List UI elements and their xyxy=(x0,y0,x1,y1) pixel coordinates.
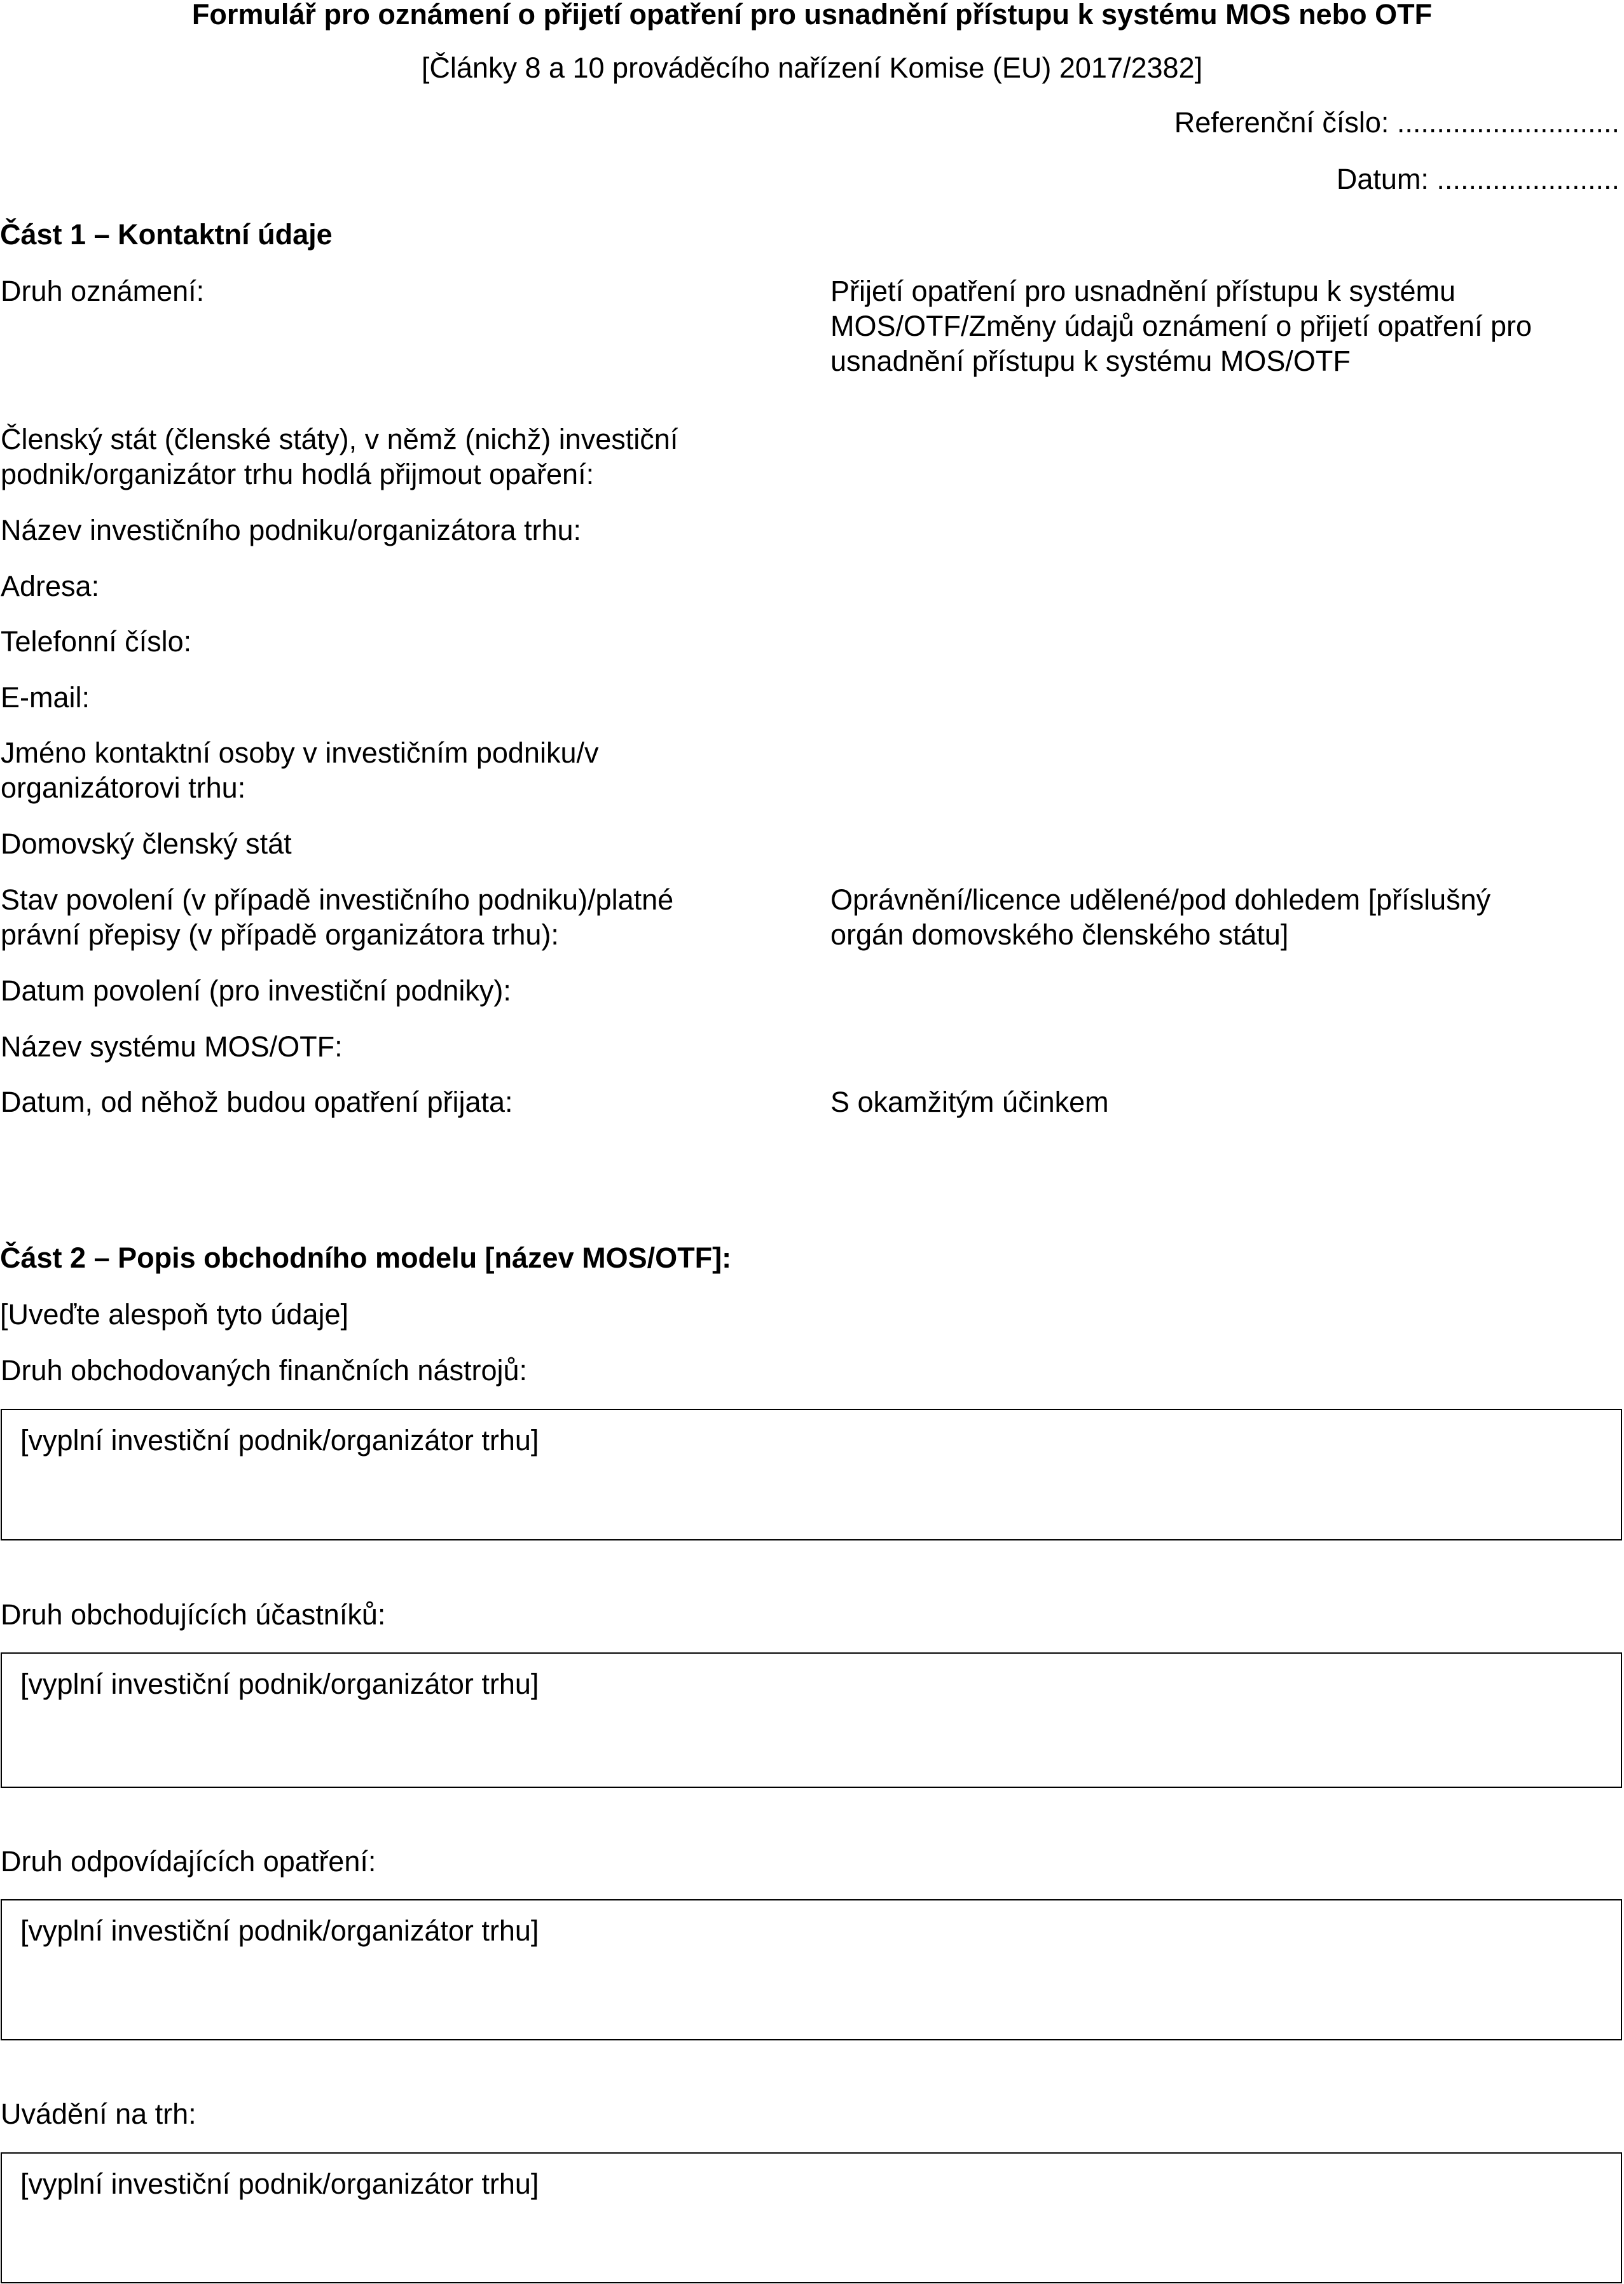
label-firm-name: Název investičního podniku/organizátora trhu: xyxy=(1,514,582,546)
value-notification-type: usnadnění přístupu k systému MOS/OTF xyxy=(830,345,1351,377)
label-mtf-otf-name: Název systému MOS/OTF: xyxy=(1,1030,343,1063)
label-marketing: Uvádění na trh: xyxy=(1,2098,196,2130)
label-email: E-mail: xyxy=(1,681,90,714)
value-authorisation-status: Oprávnění/licence udělené/pod dohledem [příslušný xyxy=(830,883,1491,916)
reference-number: Referenční číslo: ............................ xyxy=(1174,106,1620,139)
label-arrangement-types: Druh odpovídajících opatření: xyxy=(1,1845,376,1878)
label-authorisation-date: Datum povolení (pro investiční podniky): xyxy=(1,974,511,1007)
label-notification-type: Druh oznámení: xyxy=(1,275,205,307)
input-marketing[interactable] xyxy=(1,2152,1622,2283)
label-address: Adresa: xyxy=(1,570,100,602)
value-effective-date: S okamžitým účinkem xyxy=(830,1086,1109,1118)
input-participant-types[interactable] xyxy=(1,1652,1622,1788)
field-placeholder: [vyplní investiční podnik/organizátor trhu] xyxy=(20,1424,539,1457)
label-contact-person: Jméno kontaktní osoby v investičním podniku/v xyxy=(1,737,599,769)
field-placeholder: [vyplní investiční podnik/organizátor trhu] xyxy=(20,1914,539,1947)
input-instrument-types[interactable] xyxy=(1,1409,1622,1540)
value-authorisation-status: orgán domovského členského státu] xyxy=(830,918,1289,951)
date-line: Datum: ....................... xyxy=(1336,163,1620,195)
label-member-states: Členský stát (členské státy), v němž (nichž) investiční xyxy=(1,423,678,455)
part2-instruction: [Uveďte alespoň tyto údaje] xyxy=(0,1298,348,1331)
input-arrangement-types[interactable] xyxy=(1,1899,1622,2040)
form-subtitle: [Články 8 a 10 prováděcího nařízení Komise (EU) 2017/2382] xyxy=(421,52,1203,84)
label-contact-person: organizátorovi trhu: xyxy=(1,772,246,804)
label-phone: Telefonní číslo: xyxy=(1,625,192,658)
label-authorisation-status: právní přepisy (v případě organizátora trhu): xyxy=(1,918,559,951)
value-notification-type: Přijetí opatření pro usnadnění přístupu k systému xyxy=(830,275,1456,307)
label-member-states: podnik/organizátor trhu hodlá přijmout opaření: xyxy=(1,458,595,490)
part1-heading: Část 1 – Kontaktní údaje xyxy=(0,218,333,251)
label-home-member-state: Domovský členský stát xyxy=(1,827,292,860)
label-participant-types: Druh obchodujících účastníků: xyxy=(1,1598,386,1631)
label-effective-date: Datum, od něhož budou opatření přijata: xyxy=(1,1086,513,1118)
field-placeholder: [vyplní investiční podnik/organizátor trhu] xyxy=(20,1668,539,1700)
label-instrument-types: Druh obchodovaných finančních nástrojů: xyxy=(1,1354,528,1387)
form-title: Formulář pro oznámení o přijetí opatření pro usnadnění přístupu k systému MOS nebo OTF xyxy=(191,0,1433,31)
label-authorisation-status: Stav povolení (v případě investičního podniku)/platné xyxy=(1,883,674,916)
part2-heading: Část 2 – Popis obchodního modelu [název MOS/OTF]: xyxy=(0,1242,732,1274)
value-notification-type: MOS/OTF/Změny údajů oznámení o přijetí opatření pro xyxy=(830,310,1532,342)
field-placeholder: [vyplní investiční podnik/organizátor trhu] xyxy=(20,2168,539,2200)
